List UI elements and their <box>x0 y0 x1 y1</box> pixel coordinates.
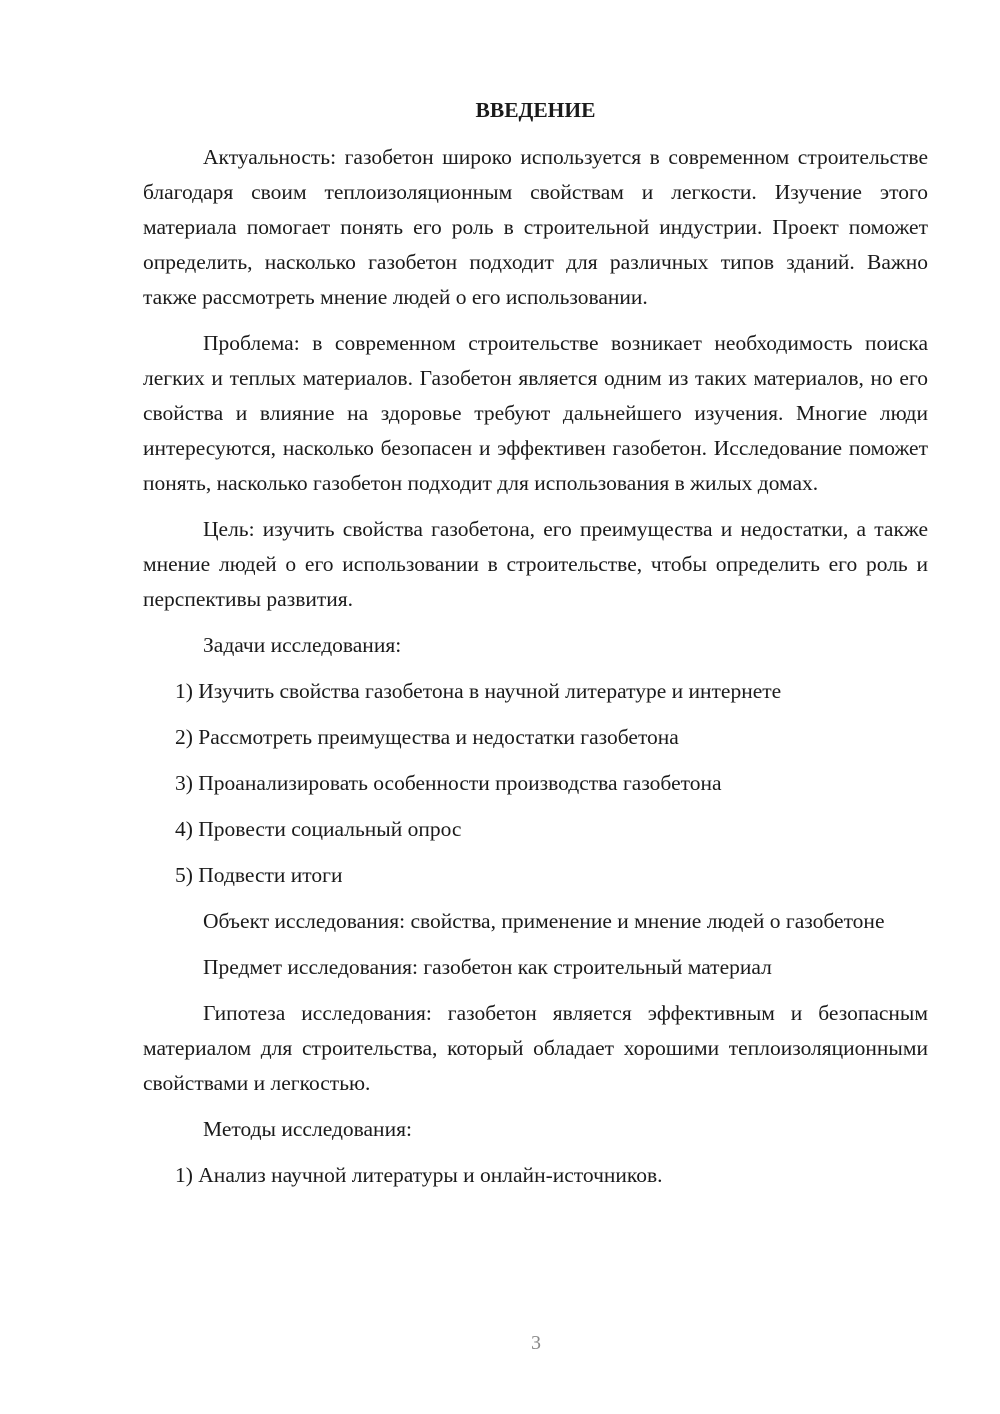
tasks-list <box>143 674 928 893</box>
problem-paragraph: Проблема: в современном строительстве возникает необходимость поиска легких и теплых материалов. Газобетон является одним из таких материалов, но его свойства и влияние на здоровье требуют дальнейшего изучения. Многие люди интересуются, насколько безопасен и эффективен газобетон. Исследование поможет понять, насколько газобетон подходит для использования в жилых домах. <box>143 331 928 495</box>
page-content <box>143 93 928 1204</box>
relevance-paragraph: Актуальность: газобетон широко используется в современном строительстве благодаря своим теплоизоляционным свойствам и легкости. Изучение этого материала помогает понять его роль в строительной индустрии. Проект поможет определить, насколько газобетон подходит для различных типов зданий. Важно также рассмотреть мнение людей о его использовании. <box>143 145 928 309</box>
hypothesis-paragraph: Гипотеза исследования: газобетон является эффективным и безопасным материалом для строительства, который обладает хорошими теплоизоляционными свойствами и легкостью. <box>143 1001 928 1095</box>
page-title: ВВЕДЕНИЕ <box>475 98 596 122</box>
list-item: 1) Изучить свойства газобетона в научной литературе и интернете <box>175 679 782 703</box>
tasks-heading: Задачи исследования: <box>203 633 402 657</box>
list-item: 2) Рассмотреть преимущества и недостатки газобетона <box>175 725 679 749</box>
list-item: 4) Провести социальный опрос <box>175 817 462 841</box>
list-item: 5) Подвести итоги <box>175 863 343 887</box>
list-item: 3) Проанализировать особенности производства газобетона <box>175 771 722 795</box>
page-number: 3 <box>531 1332 541 1354</box>
methods-list <box>143 1158 928 1193</box>
object-paragraph: Объект исследования: свойства, применение и мнение людей о газобетоне <box>203 909 885 933</box>
goal-paragraph: Цель: изучить свойства газобетона, его преимущества и недостатки, а также мнение людей о его использовании в строительстве, чтобы определить его роль и перспективы развития. <box>143 517 928 611</box>
subject-paragraph: Предмет исследования: газобетон как строительный материал <box>203 955 772 979</box>
list-item: 1) Анализ научной литературы и онлайн-источников. <box>175 1163 663 1187</box>
methods-heading: Методы исследования: <box>203 1117 412 1141</box>
